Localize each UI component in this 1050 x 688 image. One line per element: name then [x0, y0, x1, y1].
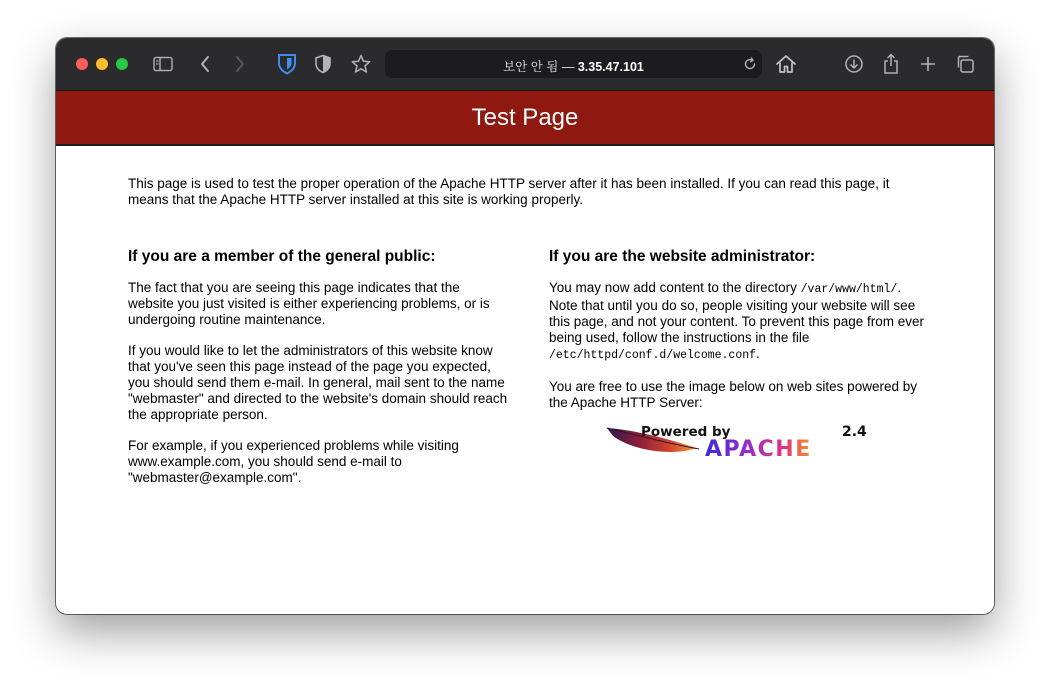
plus-icon[interactable] [916, 52, 940, 76]
bitwarden-shield-icon[interactable] [275, 52, 299, 76]
download-icon[interactable] [842, 52, 866, 76]
reload-icon[interactable] [742, 56, 758, 72]
general-public-section [128, 248, 508, 501]
intro-paragraph: This page is used to test the proper operation of the Apache HTTP server after it has been installed. If you can read this page, it means that the Apache HTTP server installed at this site is working properly. [128, 176, 890, 207]
general-public-paragraph-2: If you would like to let the administrators of this website know that you've seen this page instead of the page you expected, you should send them e-mail. In general, mail sent to the name "webmaster" and directed to the website's domain should reach the appropriate person. [128, 343, 508, 422]
home-icon[interactable] [774, 52, 798, 76]
logo-version: 2.4 [842, 424, 867, 440]
minimize-window-button[interactable] [96, 58, 108, 70]
url-host: 3.35.47.101 [577, 60, 644, 74]
close-window-button[interactable] [76, 58, 88, 70]
page-content [128, 176, 928, 485]
page-title: Test Page [471, 104, 579, 131]
zoom-window-button[interactable] [116, 58, 128, 70]
admin-text-b: . Note that until you do so, people visiting your website will see this page, and not your content. To prevent this page from ever being used, follow the instructions in the file [549, 280, 924, 345]
administrator-paragraph-1 [549, 280, 929, 364]
administrator-heading: If you are the website administrator: [549, 248, 816, 265]
chevron-right-icon[interactable] [228, 52, 252, 76]
address-bar[interactable] [385, 50, 762, 78]
share-icon[interactable] [879, 52, 903, 76]
browser-window [56, 38, 994, 614]
logo-powered-by: Powered by [641, 424, 731, 440]
admin-text-c: . [756, 346, 760, 361]
logo-apache-wordmark: APACHE [705, 437, 812, 460]
admin-text-a: You may now add content to the directory [549, 280, 801, 295]
powered-by-apache-logo [605, 422, 869, 460]
security-label: 보안 안 됨 — [503, 60, 575, 74]
document-root-path: /var/www/html/ [800, 283, 898, 296]
browser-toolbar [56, 38, 994, 91]
general-public-paragraph-1: The fact that you are seeing this page indicates that the website you just visited is either experiencing problems, or is undergoing routine maintenance. [128, 280, 490, 327]
tab-overview-icon[interactable] [953, 52, 977, 76]
general-public-paragraph-3: For example, if you experienced problems while visiting www.example.com, you should send e-mail to "webmaster@example.com". [128, 438, 459, 485]
chevron-left-icon[interactable] [193, 52, 217, 76]
administrator-paragraph-2: You are free to use the image below on web sites powered by the Apache HTTP Server: [549, 379, 917, 410]
star-icon[interactable] [349, 52, 373, 76]
page-banner [56, 91, 994, 146]
general-public-heading: If you are a member of the general public: [128, 248, 436, 265]
sidebar-icon[interactable] [151, 52, 175, 76]
administrator-section [549, 248, 929, 460]
welcome-conf-path: /etc/httpd/conf.d/welcome.conf [549, 349, 757, 362]
privacy-shield-icon[interactable] [311, 52, 335, 76]
url-text [385, 57, 762, 75]
